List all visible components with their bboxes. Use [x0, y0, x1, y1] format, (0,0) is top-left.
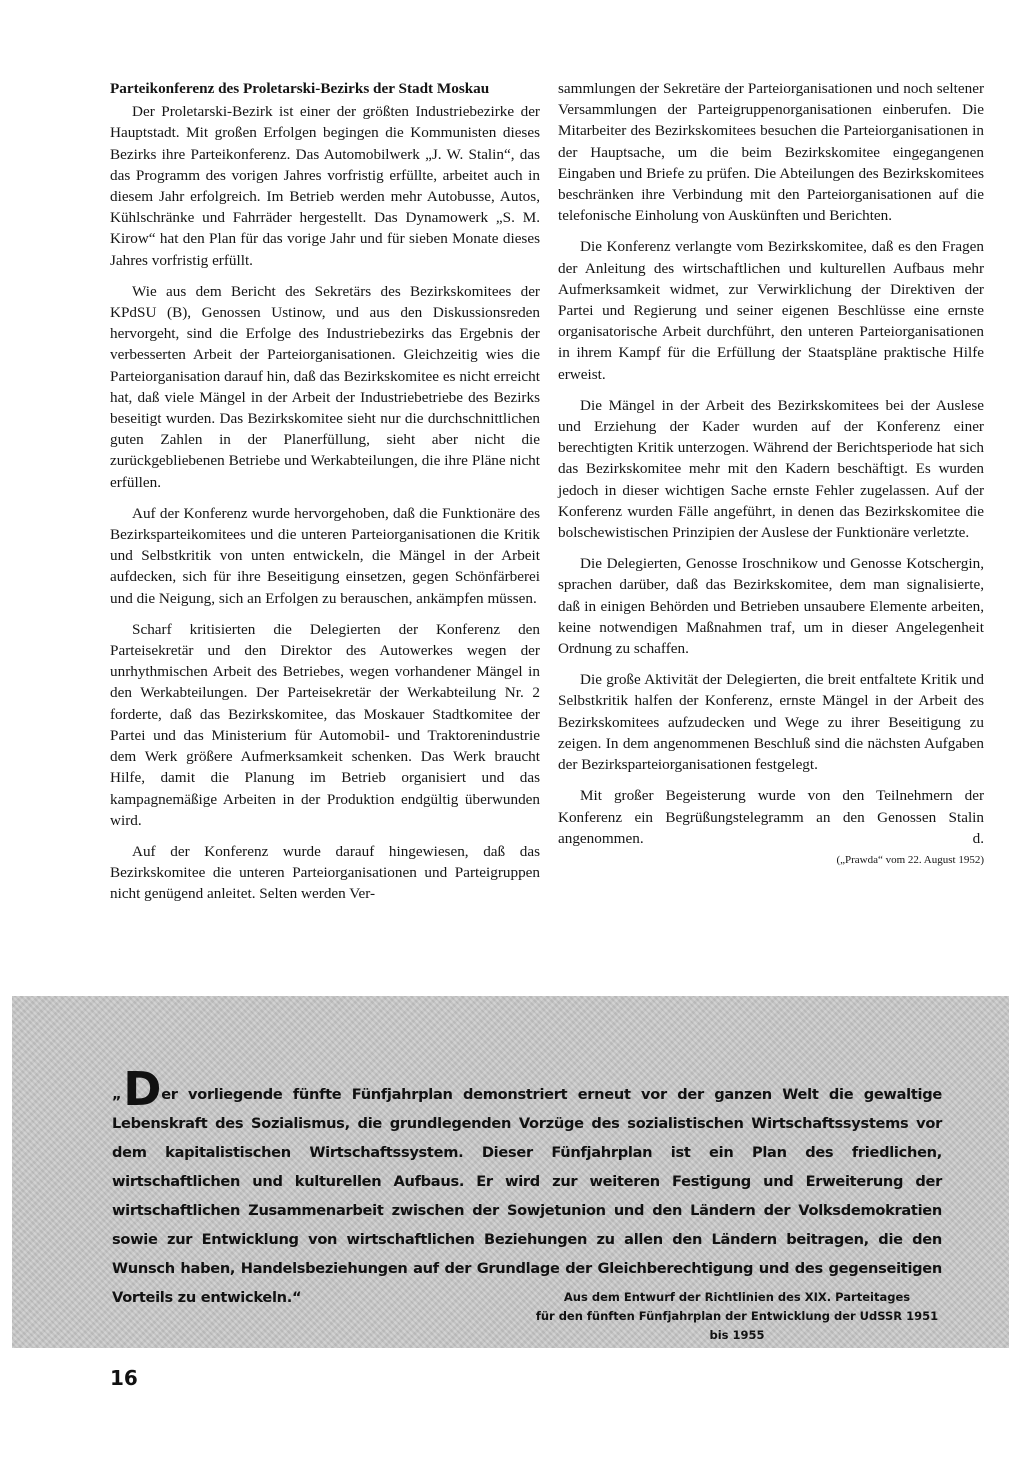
article-closing-paragraph	[558, 785, 984, 849]
article-paragraph-continuation: sammlungen der Sekretäre der Parteiorganisationen und noch seltener Versammlungen der Parteigruppenorganisationen einberufen. Die Mitarbeiter des Bezirkskomitees besuchen die Parteiorganisationen in der Hauptsache, um die beim Bezirkskomitee eingegangenen Eingaben und Briefe zu prüfen. Die Abteilungen des Bezirkskomitees beschränken ihre Verbindung mit den Parteiorganisationen auf die telefonische Einholung von Auskünften und Berichten.	[558, 80, 984, 225]
article-paragraph: Die Delegierten, Genosse Iroschnikow und Genosse Kotschergin, sprachen darüber, daß das Bezirkskomitee, dem man signalisierte, daß in einigen Behörden und Betrieben unsaubere Elemente arbeiten, keine notwendigen Maßnahmen traf, um in dieser Angelegenheit Ordnung zu schaffen.	[558, 555, 984, 658]
quote-open-mark: „	[112, 1086, 122, 1103]
quote-dropcap: D	[123, 1062, 162, 1116]
article-left-column	[110, 78, 540, 915]
article-paragraph: Wie aus dem Bericht des Sekretärs des Bezirkskomitees der KPdSU (B), Genossen Ustinow, und aus den Diskussionsreden hervorgeht, sind die Erfolge des Industriebezirks das Ergebnis der verbesserten Arbeit der Parteiorganisationen. Gleichzeitig wies die Parteiorganisation darauf hin, daß das Bezirkskomitee es nicht erreicht hat, daß viele Mängel in der Arbeit der Industriebetriebe des Bezirks beseitigt wurden. Das Bezirkskomitee sieht nur die durchschnittlichen guten Zahlen in der Planerfüllung, sieht aber nicht die zurückgebliebenen Betriebe und Werkabteilungen, die ihre Pläne nicht erfüllen.	[110, 282, 540, 491]
quote-source-line: für den fünften Fünfjahrplan der Entwicklung der UdSSR 1951 bis 1955	[535, 1309, 939, 1342]
closing-text: Mit großer Begeisterung wurde von den Teilnehmern der Konferenz ein Begrüßungstelegramm an den Genossen Stalin angenommen.	[558, 787, 984, 847]
quote-text	[112, 1062, 942, 1312]
quote-body: er vorliegende fünfte Fünfjahrplan demonstriert erneut vor der ganzen Welt die gewaltige Lebenskraft des Sozialismus, die grundlegenden Vorzüge des sozialistischen Wirtschaftssystems vor dem kapitalistischen Wirtschaftssystem. Dieser Fünfjahrplan ist ein Plan des friedlichen, wirtschaftlichen und kulturellen Aufbaus. Er wird zur weiteren Festigung und Erweiterung der wirtschaftlichen Zusammenarbeit zwischen der Sowjetunion und den Ländern der Volksdemokratien sowie zur Entwicklung von wirtschaftlichen Beziehungen zu allen den Ländern beitragen, die den Wunsch haben, Handelsbeziehungen auf der Grundlage der Gleichberechtigung und des gegenseitigen Vorteils zu entwickeln.“	[112, 1086, 942, 1306]
article-paragraph: Scharf kritisierten die Delegierten der Konferenz den Parteisekretär und den Direktor des Autowerkes wegen der unrhythmischen Arbeit des Betriebes, wegen vorhandener Mängel in den Werkabteilungen. Der Parteisekretär der Werkabteilung Nr. 2 forderte, daß das Bezirkskomitee, das Moskauer Stadtkomitee der Partei und das Ministerium für Automobil- und Traktorenindustrie dem Werk größere Aufmerksamkeit schenken. Das Werk braucht Hilfe, damit die Planung im Betrieb organisiert und das kampagnemäßige Arbeiten in der Produktion endgültig überwunden wird.	[110, 620, 540, 829]
quote-source-line: Aus dem Entwurf der Richtlinien des XIX. Parteitages	[563, 1290, 911, 1304]
article-paragraph: Der Proletarski-Bezirk ist einer der größten Industriebezirke der Hauptstadt. Mit großen Erfolgen begingen die Kommunisten dieses Bezirks ihre Parteikonferenz. Das Automobilwerk „J. W. Stalin“, das das Programm des vorigen Jahres vorfristig erfüllte, arbeitet auch in diesem Jahr erfolgreich. Im Betrieb werden mehr Autobusse, Autos, Kühlschränke und Fahrräder hergestellt. Das Dynamowerk „S. M. Kirow“ hat den Plan für das vorige Jahr und für sieben Monate dieses Jahres vorfristig erfüllt.	[110, 103, 540, 269]
article-paragraph: Die große Aktivität der Delegierten, die breit entfaltete Kritik und Selbstkritik halfen der Konferenz, ernste Mängel in der Arbeit des Bezirkskomitees aufzudecken und Wege zu ihrer Beseitigung zu zeigen. In dem angenommenen Beschluß sind die nächsten Aufgaben der Bezirksparteiorganisationen festgelegt.	[558, 671, 984, 774]
article-source: („Prawda“ vom 22. August 1952)	[836, 853, 984, 866]
article-paragraph: Auf der Konferenz wurde hervorgehoben, daß die Funktionäre des Bezirksparteikomitees und die unteren Parteiorganisationen die Kritik und Selbstkritik von unten entwickeln, die Mängel in der Arbeit aufdecken, sich für ihre Beseitigung einsetzen, gegen Schönfärberei und die Neigung, sich an Erfolgen zu berauschen, ankämpfen müssen.	[110, 504, 540, 607]
quote-source	[532, 1288, 942, 1345]
page-number: 16	[110, 1366, 138, 1390]
article-paragraph: Auf der Konferenz wurde darauf hingewiesen, daß das Bezirkskomitee die unteren Parteiorganisationen und Parteigruppen nicht genügend anleitet. Selten werden Ver-	[110, 842, 540, 903]
article-right-column	[558, 78, 984, 867]
article-paragraph: Die Konferenz verlangte vom Bezirkskomitee, daß es den Fragen der Anleitung des wirtschaftlichen und kulturellen Aufbaus mehr Aufmerksamkeit widmet, zur Verwirklichung der Direktiven der Partei und Regierung und seiner eigenen Beschlüsse eine ernste organisatorische Arbeit durchführt, den unteren Parteiorganisationen in ihrem Kampf für die Erfüllung der Staatspläne praktische Hilfe erweist.	[558, 238, 984, 383]
article-heading: Parteikonferenz des Proletarski-Bezirks der Stadt Moskau	[110, 80, 490, 97]
article-signature: d.	[972, 829, 984, 847]
article-paragraph: Die Mängel in der Arbeit des Bezirkskomitees bei der Auslese und Erziehung der Kader wurden auf der Konferenz einer berechtigten Kritik unterzogen. Während der Berichtsperiode hat sich das Bezirkskomitee mehr mit den Kadern beschäftigt. Es wurden jedoch in dieser wichtigen Sache ernste Fehler zugelassen. Auf der Konferenz wurden Fälle angeführt, in denen das Bezirkskomitee die bolschewistischen Prinzipien der Auslese der Funktionäre verletzte.	[558, 396, 984, 542]
